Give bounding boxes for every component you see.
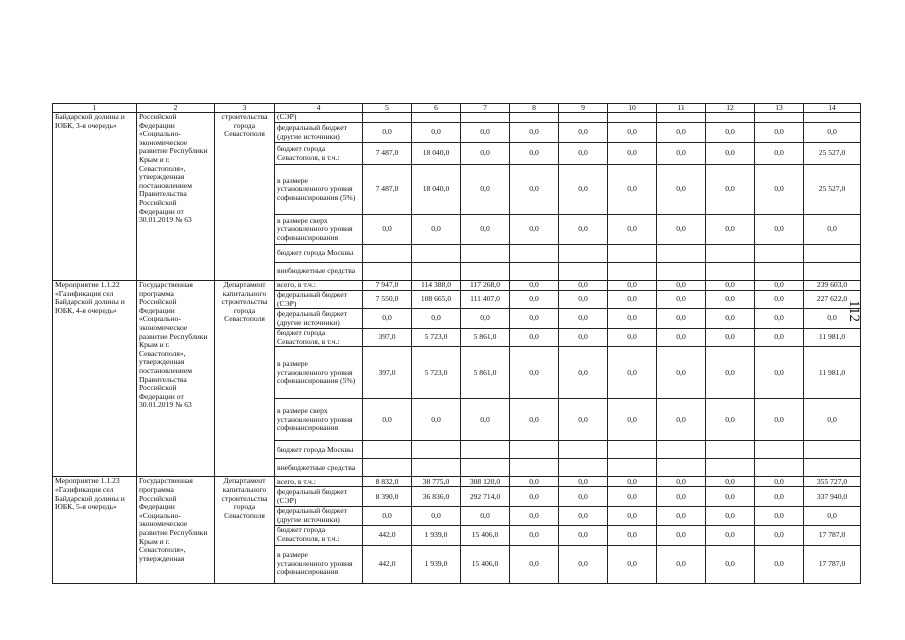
amount-cell: 0,0 — [608, 215, 657, 245]
amount-cell — [461, 441, 510, 459]
amount-cell: 0,0 — [412, 507, 461, 525]
amount-cell: 0,0 — [755, 143, 804, 165]
amount-cell: 7 550,0 — [363, 291, 412, 309]
amount-cell: 0,0 — [510, 165, 559, 215]
amount-cell — [510, 459, 559, 477]
amount-cell: 0,0 — [755, 329, 804, 347]
amount-cell: 17 787,0 — [804, 545, 861, 583]
header-cell: 11 — [657, 104, 706, 113]
amount-cell: 0,0 — [559, 545, 608, 583]
header-cell: 8 — [510, 104, 559, 113]
amount-cell: 0,0 — [363, 309, 412, 329]
amount-cell: 25 527,0 — [804, 143, 861, 165]
header-cell: 5 — [363, 104, 412, 113]
amount-cell: 25 527,0 — [804, 165, 861, 215]
amount-cell: 0,0 — [657, 329, 706, 347]
funding-source-cell: бюджет города Москвы — [275, 245, 363, 263]
amount-cell: 0,0 — [755, 215, 804, 245]
amount-cell: 0,0 — [363, 507, 412, 525]
amount-cell: 0,0 — [706, 309, 755, 329]
amount-cell: 0,0 — [559, 399, 608, 441]
amount-cell — [706, 459, 755, 477]
amount-cell — [510, 263, 559, 281]
header-cell: 2 — [137, 104, 215, 113]
header-cell: 3 — [215, 104, 275, 113]
amount-cell: 0,0 — [461, 215, 510, 245]
amount-cell: 0,0 — [657, 281, 706, 291]
amount-cell: 308 120,0 — [461, 477, 510, 487]
amount-cell: 0,0 — [559, 215, 608, 245]
amount-cell: 0,0 — [706, 477, 755, 487]
amount-cell — [755, 113, 804, 123]
amount-cell: 0,0 — [461, 123, 510, 143]
amount-cell: 0,0 — [755, 123, 804, 143]
amount-cell: 0,0 — [412, 123, 461, 143]
amount-cell: 36 836,0 — [412, 487, 461, 507]
amount-cell: 0,0 — [657, 507, 706, 525]
amount-cell — [706, 113, 755, 123]
amount-cell: 5 723,0 — [412, 329, 461, 347]
amount-cell — [755, 441, 804, 459]
amount-cell: 0,0 — [657, 545, 706, 583]
funding-source-cell: федеральный бюджет (СЭР) — [275, 487, 363, 507]
amount-cell: 0,0 — [608, 281, 657, 291]
funding-source-cell: внебюджетные средства — [275, 263, 363, 281]
amount-cell: 0,0 — [706, 143, 755, 165]
amount-cell: 0,0 — [755, 545, 804, 583]
amount-cell: 0,0 — [755, 507, 804, 525]
amount-cell: 0,0 — [657, 477, 706, 487]
funding-source-cell: (СЭР) — [275, 113, 363, 123]
amount-cell — [755, 459, 804, 477]
amount-cell — [755, 245, 804, 263]
amount-cell — [804, 245, 861, 263]
amount-cell: 15 406,0 — [461, 545, 510, 583]
amount-cell: 0,0 — [755, 165, 804, 215]
amount-cell: 0,0 — [510, 309, 559, 329]
amount-cell: 0,0 — [706, 487, 755, 507]
amount-cell — [804, 263, 861, 281]
amount-cell — [706, 441, 755, 459]
amount-cell — [461, 459, 510, 477]
program-cell: Российской Федерации «Социально-экономическое развитие Республики Крым и г. Севастополя», утвержденная постановлением Правительства Российской Федерации от 30.01.2019 № 63 — [137, 113, 215, 281]
program-cell: Государственная программа Российской Федерации «Социально-экономическое развитие Республики Крым и г. Севастополя», утвержденная — [137, 477, 215, 583]
amount-cell: 0,0 — [657, 487, 706, 507]
amount-cell: 0,0 — [755, 281, 804, 291]
amount-cell: 0,0 — [559, 477, 608, 487]
amount-cell — [363, 113, 412, 123]
amount-cell: 0,0 — [706, 291, 755, 309]
table-row — [53, 477, 861, 487]
amount-cell: 0,0 — [608, 507, 657, 525]
header-cell: 10 — [608, 104, 657, 113]
funding-source-cell: всего, в т.ч.: — [275, 477, 363, 487]
amount-cell: 0,0 — [657, 525, 706, 545]
funding-source-cell: бюджет города Севастополя, в т.ч.: — [275, 525, 363, 545]
amount-cell: 0,0 — [559, 309, 608, 329]
executor-cell: строительства города Севастополя — [215, 113, 275, 281]
funding-source-cell: бюджет города Москвы — [275, 441, 363, 459]
amount-cell — [657, 459, 706, 477]
header-row — [53, 104, 861, 113]
amount-cell: 0,0 — [363, 123, 412, 143]
amount-cell: 292 714,0 — [461, 487, 510, 507]
amount-cell: 0,0 — [608, 347, 657, 399]
amount-cell — [412, 263, 461, 281]
funding-source-cell: в размере установленного уровня софинансирования (5%) — [275, 347, 363, 399]
amount-cell: 0,0 — [608, 399, 657, 441]
header-cell: 13 — [755, 104, 804, 113]
page-number: 112 — [846, 300, 862, 322]
amount-cell: 0,0 — [608, 165, 657, 215]
funding-source-cell: федеральный бюджет (другие источники) — [275, 309, 363, 329]
amount-cell — [412, 113, 461, 123]
amount-cell: 0,0 — [559, 165, 608, 215]
amount-cell: 0,0 — [706, 507, 755, 525]
amount-cell: 117 268,0 — [461, 281, 510, 291]
amount-cell: 0,0 — [706, 329, 755, 347]
amount-cell: 0,0 — [657, 347, 706, 399]
amount-cell: 0,0 — [363, 215, 412, 245]
header-cell: 4 — [275, 104, 363, 113]
amount-cell: 7 487,0 — [363, 143, 412, 165]
amount-cell: 0,0 — [755, 487, 804, 507]
amount-cell: 0,0 — [608, 329, 657, 347]
amount-cell — [510, 441, 559, 459]
amount-cell: 8 832,0 — [363, 477, 412, 487]
amount-cell: 0,0 — [804, 507, 861, 525]
amount-cell: 0,0 — [608, 309, 657, 329]
amount-cell — [363, 245, 412, 263]
amount-cell: 1 939,0 — [412, 545, 461, 583]
amount-cell: 0,0 — [657, 309, 706, 329]
amount-cell: 18 040,0 — [412, 165, 461, 215]
amount-cell: 5 861,0 — [461, 329, 510, 347]
amount-cell: 0,0 — [510, 281, 559, 291]
activity-name-cell: Мероприятие 1.1.23 «Газификация сел Байдарской долины и ЮБК, 5-я очередь» — [53, 477, 137, 583]
amount-cell — [804, 459, 861, 477]
amount-cell — [510, 113, 559, 123]
amount-cell: 0,0 — [412, 215, 461, 245]
amount-cell: 0,0 — [804, 399, 861, 441]
amount-cell: 0,0 — [755, 477, 804, 487]
amount-cell: 0,0 — [559, 123, 608, 143]
amount-cell: 0,0 — [608, 477, 657, 487]
amount-cell: 0,0 — [510, 477, 559, 487]
header-cell: 7 — [461, 104, 510, 113]
header-cell: 12 — [706, 104, 755, 113]
amount-cell — [363, 459, 412, 477]
funding-source-cell: всего, в т.ч.: — [275, 281, 363, 291]
amount-cell: 0,0 — [608, 487, 657, 507]
amount-cell — [412, 245, 461, 263]
amount-cell: 0,0 — [510, 215, 559, 245]
table-row — [53, 113, 861, 123]
amount-cell: 0,0 — [559, 487, 608, 507]
amount-cell — [559, 113, 608, 123]
amount-cell — [559, 441, 608, 459]
amount-cell: 0,0 — [755, 309, 804, 329]
amount-cell: 0,0 — [608, 525, 657, 545]
amount-cell: 0,0 — [510, 143, 559, 165]
amount-cell: 1 939,0 — [412, 525, 461, 545]
amount-cell: 15 406,0 — [461, 525, 510, 545]
amount-cell: 0,0 — [706, 545, 755, 583]
amount-cell: 0,0 — [706, 399, 755, 441]
amount-cell: 0,0 — [559, 143, 608, 165]
amount-cell: 0,0 — [657, 291, 706, 309]
amount-cell — [559, 263, 608, 281]
amount-cell: 397,0 — [363, 329, 412, 347]
amount-cell: 0,0 — [461, 507, 510, 525]
funding-source-cell: федеральный бюджет (другие источники) — [275, 507, 363, 525]
amount-cell: 0,0 — [412, 399, 461, 441]
executor-cell: Департамент капитального строительства города Севастополя — [215, 477, 275, 583]
amount-cell: 0,0 — [559, 347, 608, 399]
amount-cell: 0,0 — [608, 123, 657, 143]
amount-cell: 38 775,0 — [412, 477, 461, 487]
amount-cell: 5 861,0 — [461, 347, 510, 399]
amount-cell — [363, 441, 412, 459]
amount-cell: 0,0 — [510, 347, 559, 399]
amount-cell — [657, 245, 706, 263]
funding-source-cell: внебюджетные средства — [275, 459, 363, 477]
amount-cell: 442,0 — [363, 545, 412, 583]
amount-cell: 0,0 — [608, 143, 657, 165]
header-cell: 1 — [53, 104, 137, 113]
amount-cell: 11 981,0 — [804, 329, 861, 347]
amount-cell — [412, 459, 461, 477]
amount-cell: 108 665,0 — [412, 291, 461, 309]
amount-cell: 0,0 — [706, 281, 755, 291]
amount-cell: 0,0 — [657, 399, 706, 441]
amount-cell: 17 787,0 — [804, 525, 861, 545]
funding-source-cell: бюджет города Севастополя, в т.ч.: — [275, 143, 363, 165]
activity-name-cell: Мероприятие 1.1.22 «Газификация сел Байдарской долины и ЮБК, 4-я очередь» — [53, 281, 137, 477]
amount-cell — [412, 441, 461, 459]
amount-cell — [608, 441, 657, 459]
amount-cell: 227 622,0 — [804, 291, 861, 309]
funding-source-cell: в размере установленного уровня софинансирования — [275, 545, 363, 583]
amount-cell: 0,0 — [706, 215, 755, 245]
funding-source-cell: бюджет города Севастополя, в т.ч.: — [275, 329, 363, 347]
amount-cell: 7 487,0 — [363, 165, 412, 215]
amount-cell: 7 947,0 — [363, 281, 412, 291]
amount-cell — [657, 263, 706, 281]
amount-cell — [363, 263, 412, 281]
amount-cell: 18 040,0 — [412, 143, 461, 165]
amount-cell — [608, 459, 657, 477]
amount-cell: 0,0 — [412, 309, 461, 329]
funding-source-cell: федеральный бюджет (СЭР) — [275, 291, 363, 309]
amount-cell — [608, 263, 657, 281]
amount-cell: 0,0 — [755, 525, 804, 545]
amount-cell: 0,0 — [804, 215, 861, 245]
amount-cell: 11 981,0 — [804, 347, 861, 399]
amount-cell: 0,0 — [510, 291, 559, 309]
amount-cell — [461, 245, 510, 263]
amount-cell: 0,0 — [706, 123, 755, 143]
program-cell: Государственная программа Российской Федерации «Социально-экономическое развитие Республики Крым и г. Севастополя», утвержденная постановлением Правительства Российской Федерации от 30.01.2019 № 63 — [137, 281, 215, 477]
amount-cell: 114 388,0 — [412, 281, 461, 291]
amount-cell — [461, 263, 510, 281]
activity-name-cell: Байдарской долины и ЮБК, 3-я очередь» — [53, 113, 137, 281]
amount-cell: 0,0 — [559, 329, 608, 347]
amount-cell: 337 940,0 — [804, 487, 861, 507]
amount-cell: 442,0 — [363, 525, 412, 545]
amount-cell: 0,0 — [706, 165, 755, 215]
amount-cell: 0,0 — [608, 291, 657, 309]
header-cell: 9 — [559, 104, 608, 113]
amount-cell — [510, 245, 559, 263]
amount-cell: 0,0 — [657, 143, 706, 165]
amount-cell: 0,0 — [804, 309, 861, 329]
amount-cell: 0,0 — [510, 507, 559, 525]
amount-cell — [608, 113, 657, 123]
amount-cell: 0,0 — [657, 123, 706, 143]
amount-cell: 0,0 — [706, 525, 755, 545]
amount-cell: 0,0 — [363, 399, 412, 441]
budget-table-sheet — [52, 103, 860, 584]
amount-cell: 0,0 — [510, 545, 559, 583]
amount-cell: 0,0 — [510, 123, 559, 143]
funding-source-cell: в размере установленного уровня софинансирования (5%) — [275, 165, 363, 215]
amount-cell: 0,0 — [559, 281, 608, 291]
amount-cell: 0,0 — [510, 329, 559, 347]
amount-cell — [559, 459, 608, 477]
amount-cell: 0,0 — [510, 399, 559, 441]
amount-cell: 0,0 — [657, 165, 706, 215]
amount-cell — [755, 263, 804, 281]
amount-cell: 0,0 — [461, 309, 510, 329]
amount-cell — [706, 263, 755, 281]
amount-cell: 0,0 — [608, 545, 657, 583]
amount-cell: 0,0 — [510, 487, 559, 507]
funding-source-cell: в размере сверх установленного уровня софинансирования — [275, 399, 363, 441]
amount-cell: 8 390,0 — [363, 487, 412, 507]
amount-cell: 0,0 — [559, 291, 608, 309]
header-cell: 6 — [412, 104, 461, 113]
amount-cell: 0,0 — [559, 525, 608, 545]
amount-cell: 239 603,0 — [804, 281, 861, 291]
funding-source-cell: в размере сверх установленного уровня софинансирования — [275, 215, 363, 245]
amount-cell: 0,0 — [657, 215, 706, 245]
amount-cell: 0,0 — [804, 123, 861, 143]
amount-cell: 0,0 — [461, 143, 510, 165]
amount-cell — [804, 113, 861, 123]
amount-cell — [657, 441, 706, 459]
amount-cell — [706, 245, 755, 263]
amount-cell: 0,0 — [510, 525, 559, 545]
amount-cell: 0,0 — [755, 399, 804, 441]
amount-cell: 0,0 — [461, 165, 510, 215]
amount-cell — [804, 441, 861, 459]
amount-cell — [608, 245, 657, 263]
amount-cell — [657, 113, 706, 123]
amount-cell: 355 727,0 — [804, 477, 861, 487]
amount-cell: 0,0 — [755, 291, 804, 309]
amount-cell: 397,0 — [363, 347, 412, 399]
amount-cell: 0,0 — [559, 507, 608, 525]
executor-cell: Департамент капитального строительства города Севастополя — [215, 281, 275, 477]
table-row — [53, 281, 861, 291]
amount-cell: 5 723,0 — [412, 347, 461, 399]
budget-table — [52, 103, 861, 584]
header-cell: 14 — [804, 104, 861, 113]
amount-cell — [559, 245, 608, 263]
amount-cell — [461, 113, 510, 123]
amount-cell: 0,0 — [706, 347, 755, 399]
amount-cell: 0,0 — [755, 347, 804, 399]
amount-cell: 0,0 — [461, 399, 510, 441]
amount-cell: 111 407,0 — [461, 291, 510, 309]
funding-source-cell: федеральный бюджет (другие источники) — [275, 123, 363, 143]
